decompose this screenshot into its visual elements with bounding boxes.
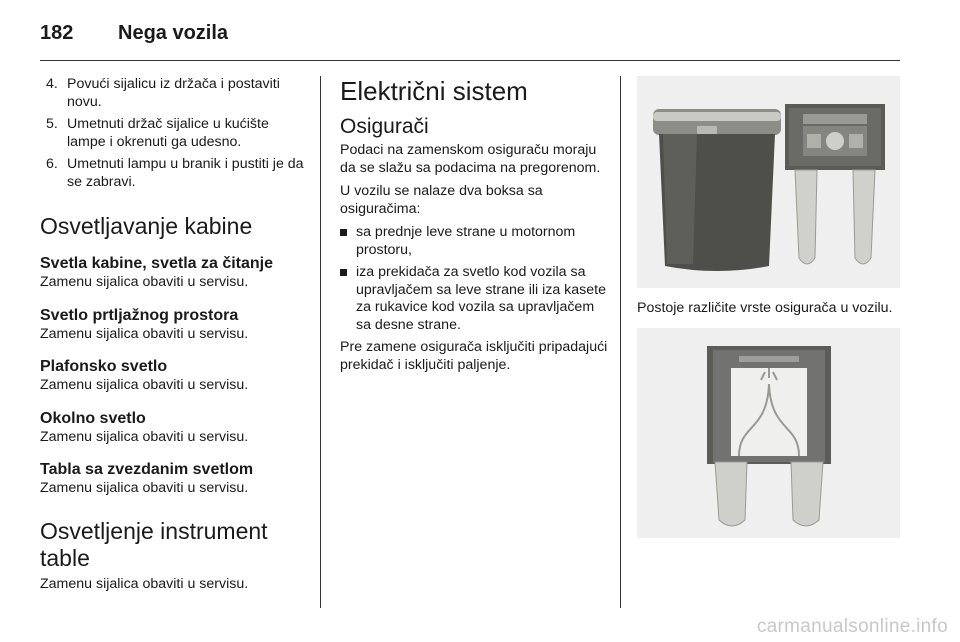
step-item: 6. Umetnuti lampu u branik i pustiti je da se zabravi. [46, 156, 304, 190]
step-item: 4. Povući sijalicu iz držača i postaviti novu. [46, 76, 280, 110]
page-header [40, 22, 920, 50]
subsection [40, 357, 308, 395]
header-rule [40, 60, 900, 61]
subsection-text: Zamenu sijalica obaviti u servisu. [40, 480, 249, 496]
step-list [40, 76, 308, 191]
heading-osvetljavanje-kabine: Osvetljavanje kabine [40, 213, 253, 239]
fuse-types-icon [637, 76, 900, 288]
subsection-text: Zamenu sijalica obaviti u servisu. [40, 377, 249, 393]
bullet-square-icon [340, 269, 347, 276]
figure-caption: Postoje različite vrste osigurača u vozilu. [637, 300, 893, 316]
subsection-text: Zamenu sijalica obaviti u servisu. [40, 428, 249, 445]
subsection-title: Okolno svetlo [40, 409, 146, 427]
subsection [40, 409, 308, 447]
bullet-list [340, 224, 608, 334]
subsection-title: Plafonsko svetlo [40, 358, 168, 375]
subsection [40, 254, 308, 292]
page-number: 182 [40, 22, 74, 44]
subsection-title: Tabla sa zvezdanim svetlom [40, 461, 254, 478]
paragraph: Pre zamene osigurača isključiti pripadajući prekidač i isključiti paljenje. [340, 339, 608, 373]
fuse-detail-illustration [637, 328, 900, 538]
subsection-title: Svetlo prtljažnog prostora [40, 306, 239, 324]
fuse-detail-icon [637, 328, 900, 538]
column-divider-1 [320, 76, 321, 608]
paragraph: U vozilu se nalaze dva boksa sa osiguračima: [340, 183, 543, 217]
column-1 [40, 76, 308, 593]
subsection-title-osiguraci: Osigurači [340, 115, 429, 138]
step-item: 5. Umetnuti držač sijalice u kućište lampe i okrenuti ga udesno. [46, 116, 269, 150]
paragraph: Podaci na zamenskom osiguraču moraju da se slažu sa podacima na pregorenom. [340, 142, 601, 176]
fuse-types-illustration [637, 76, 900, 288]
section-title: Električni sistem [340, 76, 528, 106]
subsection-text: Zamenu sijalica obaviti u servisu. [40, 325, 249, 342]
bullet-item: sa prednje leve strane u motornom prostoru, [340, 224, 608, 259]
column-3 [637, 76, 900, 538]
subsection [40, 460, 308, 498]
column-2 [340, 76, 608, 374]
watermark: carmanualsonline.info [756, 616, 948, 637]
page-title: Nega vozila [118, 22, 229, 44]
instrument-text: Zamenu sijalica obaviti u servisu. [40, 575, 249, 592]
bullet-item: iza prekidača za svetlo kod vozila sa upravljačem sa leve strane ili iza kasete za rukavice kod vozila sa upravljačem sa desne strane. [340, 264, 608, 334]
subsection-title: Svetla kabine, svetla za čitanje [40, 255, 274, 272]
subsection [40, 306, 308, 344]
heading-osvetljenje-instrument-table: Osvetljenje instrument table [40, 517, 268, 571]
subsection-text: Zamenu sijalica obaviti u servisu. [40, 274, 249, 290]
column-divider-2 [620, 76, 621, 608]
bullet-square-icon [340, 229, 347, 236]
